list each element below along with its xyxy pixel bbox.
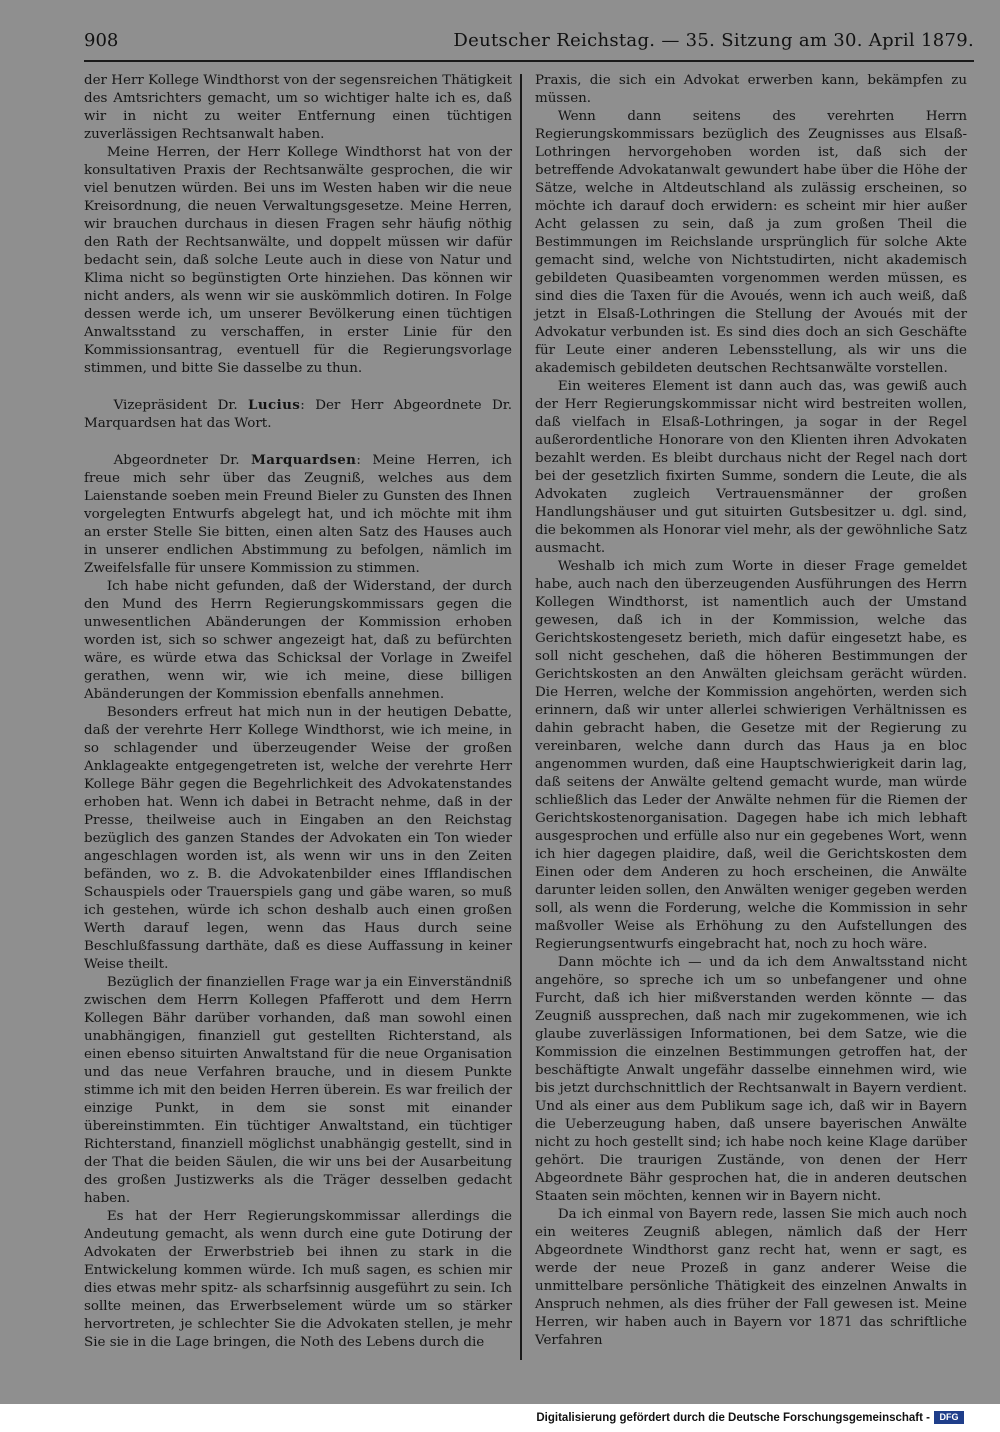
paragraph: der Herr Kollege Windthorst von der segensreichen Thätigkeit des Amtsrichters gemacht, um so wichtiger halte ich es, daß wir in nicht zu weiter Entfernung einen tüchtigen zuverlässigen Rechtsanwalt haben. [84, 73, 512, 142]
page-header [84, 30, 974, 54]
paragraph: Praxis, die sich ein Advokat erwerben kann, bekämpfen zu müssen. [535, 73, 967, 106]
speaker-name: Marquardsen [251, 452, 357, 468]
column-divider [520, 74, 522, 1360]
speaker-paragraph [84, 451, 512, 578]
page-number: 908 [84, 30, 119, 51]
paragraph-text: : Meine Herren, ich freue mich sehr über das Zeugniß, welches aus dem Laienstande soeben mein Freund Bieler zu Gunsten des Ihnen vorgelegten Entwurfs abgelegt hat, und ich möchte mit ihm an erster Stelle Sie bitten, einen alten Satz des Hauses auch in unserer endlichen Abstimmung zu befolgen, nämlich im Zweifelsfalle für unsere Kommission zu stimmen. [84, 453, 512, 576]
dfg-logo-icon: DFG [934, 1411, 964, 1424]
paragraph: Da ich einmal von Bayern rede, lassen Sie mich auch noch ein weiteres Zeugniß ablegen, nämlich daß der Herr Abgeordnete Windthorst ganz recht hat, wenn er sagt, es werde der neue Prozeß in ganz anderer Weise die unmittelbare persönliche Thätigkeit des einzelnen Anwalts in Anspruch nehmen, als dies früher der Fall gewesen ist. Meine Herren, wir haben auch in Bayern vor 1871 das schriftliche Verfahren [535, 1207, 967, 1348]
digitization-footer [536, 1411, 964, 1424]
footer-text: Digitalisierung gefördert durch die Deutsche Forschungsgemeinschaft - [536, 1411, 930, 1424]
paragraph: Ich habe nicht gefunden, daß der Widerstand, der durch den Mund des Herrn Regierungskommissars gegen die unwesentlichen Abänderungen der Kommission erhoben worden ist, sich so schwer angezeigt hat, daß zu befürchten wäre, es würde etwa das Schicksal der Vorlage in Zweifel gerathen, wenn wir, wie ich meine, diese billigen Abänderungen der Kommission ebenfalls annehmen. [84, 579, 512, 702]
left-column [84, 72, 512, 1362]
paragraph: Weshalb ich mich zum Worte in dieser Frage gemeldet habe, auch nach den überzeugenden Ausführungen des Herrn Kollegen Windthorst, ist namentlich auch der Umstand gewesen, daß ich in der Kommission, welche das Gerichtskostengesetz berieth, mich dafür eingesetzt habe, es soll nicht geschehen, daß die höheren Bestimmungen der Gerichtskosten an den Anwälten gleichsam gerächt würden. Die Herren, welche der Kommission angehörten, werden sich erinnern, daß wir unter allerlei schwierigen Verhältnissen es dahin gebracht haben, die Gesetze mit der Regierung zu vereinbaren, welche dann durch das Haus ja en bloc angenommen wurden, daß eine Hauptschwierigkeit darin lag, daß seitens der Anwälte geltend gemacht wurde, man würde schließlich das Leder der Anwälte nehmen für die Riemen der Gerichtskostenorganisation. Dagegen habe ich mich lebhaft ausgesprochen und erfülle also nur ein gegebenes Wort, wenn ich hier dagegen plaidire, daß, weil die Gerichtskosten dem Einen oder dem Anderen zu hoch erscheinen, die Anwälte darunter leiden sollen, den Anwälten weniger gegeben werden soll, als wenn die Forderung, welche die Kommission in sehr maßvoller Weise als Erhöhung zu den Aufstellungen des Regierungsentwurfs eingebracht hat, noch zu hoch wäre. [535, 559, 967, 952]
paragraph: Meine Herren, der Herr Kollege Windthorst hat von der konsultativen Praxis der Rechtsanwälte gesprochen, die wir viel benutzen würden. Bei uns im Westen haben wir die neue Kreisordnung, die neuen Verwaltungsgesetze. Meine Herren, wir brauchen durchaus in diesen Fragen sehr häufig nöthig den Rath der Rechtsanwälte, und doppelt müssen wir dafür bedacht sein, daß solche Leute auch in diese von Natur und Klima nicht so begünstigten Orte hinziehen. Das können wir nicht anders, als wenn wir sie auskömmlich dotiren. In Folge dessen werde ich, um unserer Bevölkerung einen tüchtigen Anwaltsstand zu verschaffen, in erster Linie für den Kommissionsantrag, eventuell für die Regierungsvorlage stimmen, und bitte Sie dasselbe zu thun. [84, 145, 512, 376]
header-rule [84, 60, 974, 62]
right-column [535, 72, 967, 1362]
speaker-paragraph [84, 396, 512, 433]
paragraph: Besonders erfreut hat mich nun in der heutigen Debatte, daß der verehrte Herr Kollege Windthorst, wie ich meine, in so schlagender und überzeugender Weise der großen Anklageakte entgegengetreten ist, welche der verehrte Herr Kollege Bähr gegen die Begehrlichkeit des Advokatenstandes erhoben hat. Wenn ich dabei in Betracht nehme, daß in der Presse, theilweise auch in Eingaben an den Reichstag bezüglich des ganzen Standes der Advokaten ein Ton wieder angeschlagen worden ist, als wenn wir uns in den Zeiten befänden, wo z. B. die Advokatenbilder eines Ifflandischen Schauspiels oder Trauerspiels gang und gäbe waren, so muß ich gestehen, würde ich schon deshalb auch einen großen Werth darauf legen, wenn das Haus durch seine Beschlußfassung darthäte, daß es diese Auffassung in keiner Weise theilt. [84, 705, 512, 972]
speaker-name: Lucius [248, 397, 301, 413]
running-title: Deutscher Reichstag. — 35. Sitzung am 30. April 1879. [453, 30, 974, 51]
speaker-title: Abgeordneter Dr. [113, 453, 240, 468]
paragraph: Ein weiteres Element ist dann auch das, was gewiß auch der Herr Regierungskommissar nicht wird bestreiten wollen, daß vielfach in Elsaß-Lothringen, ja sogar in der Regel außerordentliche Honorare von den Klienten ihren Advokaten bezahlt werden. Es bleibt durchaus nicht der Regel nach dort bei der gesetzlich fixirten Summe, sondern die Leute, die als Advokaten zugleich Vertrauensmänner der großen Handlungshäuser und gut situirten Gutsbesitzer u. dgl. sind, die bekommen als Honorar viel mehr, als der gewöhnliche Satz ausmacht. [535, 379, 967, 556]
paragraph: Dann möchte ich — und da ich dem Anwaltsstand nicht angehöre, so spreche ich um so unbefangener und ohne Furcht, daß ich hier mißverstanden werden könnte — das Zeugniß aussprechen, daß nach mir zugekommenen, wie ich glaube zuverlässigen Informationen, bei dem Satze, wie die Kommission die einzelnen Bestimmungen getroffen hat, der beschäftigte Anwalt ungefähr dasselbe einnehmen wird, wie bis jetzt durchschnittlich der Rechtsanwalt in Bayern verdient. Und als einer aus dem Publikum sage ich, daß wir in Bayern die Ueberzeugung haben, daß unsere bayerischen Anwälte nicht zu hoch gestellt sind; ich habe noch keine Klage darüber gehört. Die traurigen Zustände, von denen der Herr Abgeordnete Bähr gesprochen hat, die in anderen deutschen Staaten sein möchten, kennen wir in Bayern nicht. [535, 955, 967, 1204]
paragraph: Es hat der Herr Regierungskommissar allerdings die Andeutung gemacht, als wenn durch eine gute Dotirung der Advokaten der Erwerbstrieb bei ihnen zu stark in die Entwickelung kommen würde. Ich muß sagen, es schien mir dies etwas mehr spitz- als scharfsinnig ausgeführt zu sein. Ich sollte meinen, das Erwerbselement würde um so stärker hervortreten, je schlechter Sie die Advokaten stellen, je mehr Sie sie in die Lage bringen, die Noth des Lebens durch die [84, 1209, 512, 1350]
paragraph: Wenn dann seitens des verehrten Herrn Regierungskommissars bezüglich des Zeugnisses aus Elsaß-Lothringen hervorgehoben worden ist, daß sich der betreffende Advokatanwalt gewundert habe über die Höhe der Sätze, welche in Altdeutschland als zulässig erscheinen, so möchte ich darauf doch erwidern: es scheint mir hier außer Acht gelassen zu sein, daß ja zum großen Theil die Bestimmungen im Reichslande ursprünglich für solche Akte gemacht sind, welche von Nichtstudirten, nicht akademisch gebildeten Quasibeamten vorgenommen werden müssen, es sind dies die Taxen für die Avoués, wenn ich auch weiß, daß jetzt in Elsaß-Lothringen die Stellung der Avoués mit der Advokatur verbunden ist. Es sind dies doch an sich Geschäfte für Leute einer anderen Lebensstellung, als wir uns die akademisch gebildeten deutschen Rechtsanwälte vorstellen. [535, 109, 967, 376]
paragraph: Bezüglich der finanziellen Frage war ja ein Einverständniß zwischen dem Herrn Kollegen Pfafferott und dem Herrn Kollegen Bähr darüber vorhanden, daß man sowohl einen unabhängigen, finanziell gut gestellten Richterstand, als einen ebenso situirten Anwaltstand für die neue Organisation und das neue Verfahren brauche, und in diesem Punkte stimme ich mit den beiden Herren überein. Es war freilich der einzige Punkt, in dem sie sonst mit einander übereinstimmten. Ein tüchtiger Anwaltstand, ein tüchtiger Richterstand, finanziell möglichst unabhängig gestellt, sind in der That die beiden Säulen, die wir uns bei der Ausarbeitung des großen Justizwerks als die Träger desselben gedacht haben. [84, 975, 512, 1206]
paragraph-text: : Der Herr Abgeordnete Dr. Marquardsen hat das Wort. [84, 398, 512, 431]
speaker-title: Vizepräsident Dr. [113, 398, 238, 413]
